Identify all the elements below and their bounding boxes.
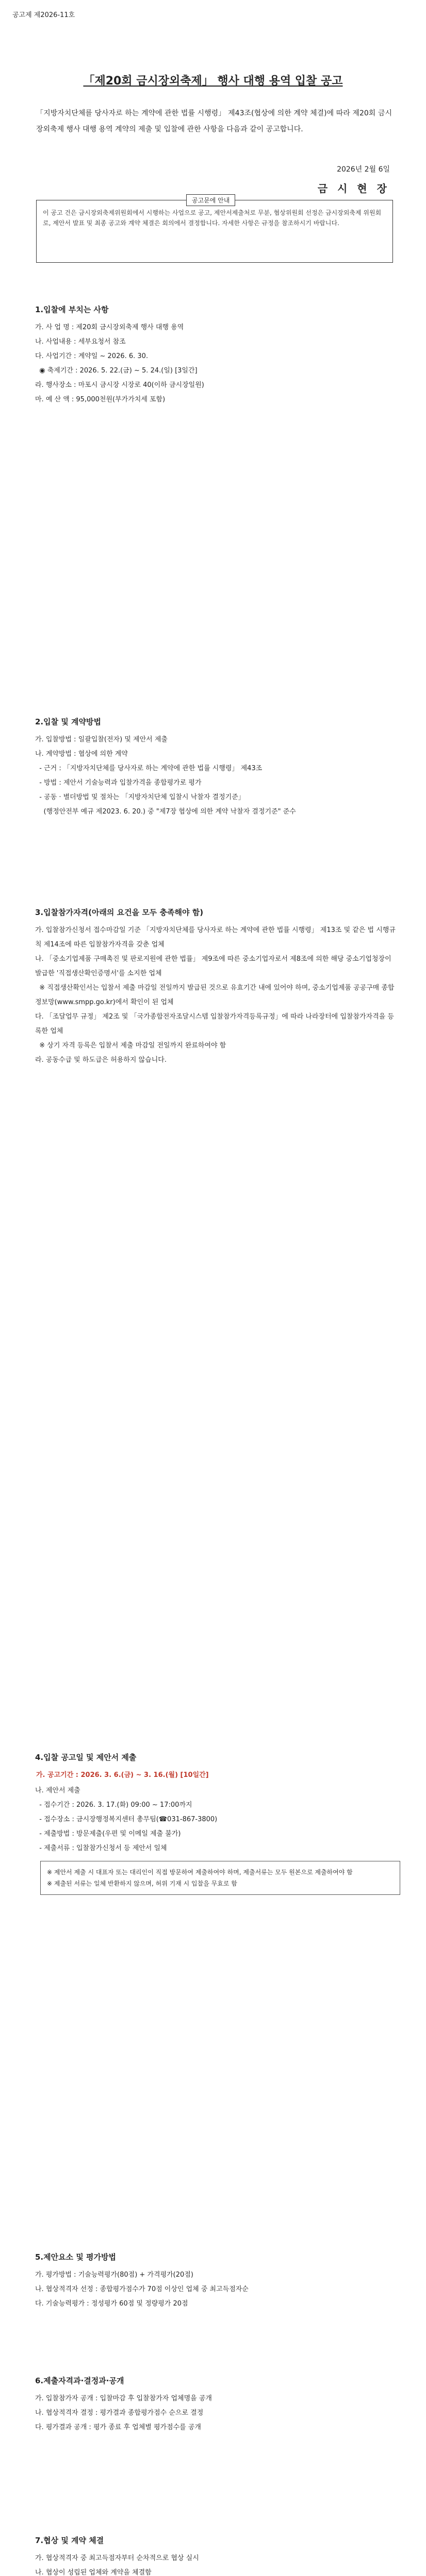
section-4-title: 4.입찰 공고일 및 제안서 제출 [35, 1753, 137, 1762]
section-6-title: 6.제출자격과·결정과·공개 [35, 2376, 124, 2385]
section-4-detail: 나. 제안서 제출 - 접수기간 : 2026. 3. 17.(화) 09:00 ~ 17:00까지 - 접수장소 : 금시장행정복지센터 총무팀(☎031-867-3800) - 제출방법 : 방문제출(우편 및 이메일 제출 불가) - 제출서류 : 입찰참가신청서 등 제안서 일체 [35, 1787, 218, 1852]
org-name: 금 시 현 장 [317, 182, 390, 195]
notice-title: 공고문에 안내 [186, 194, 235, 206]
section-5-title: 5.제안요소 및 평가방법 [35, 2252, 116, 2262]
notice-body: 이 공고 건은 금시장외축제위원회에서 시행하는 사업으로 공고, 제안서제출처로 무분, 협상위원회 선정은 금시장외축제 위원회로, 제안서 발표 및 최종 공고와 계약 체결은 회의에서 결정합니다. 자세한 사항은 규정을 참조하시기 바랍니다. [43, 209, 382, 227]
doc-number: 공고제 제2026-11호 [12, 11, 75, 19]
intro-paragraph: 「지방자치단체를 당사자로 하는 계약에 관한 법률 시행령」 제43조(협상에 의한 계약 체결)에 따라 제20회 금시장외축제 행사 대행 용역 계약의 제출 및 입찰에 관한 사항을 다음과 같이 공고합니다. [36, 109, 392, 133]
section-2-body: 가. 입찰방법 : 일괄입찰(전자) 및 제안서 제출 나. 계약방법 : 협상에 의한 계약 - 근거 : 「지방자치단체를 당사자로 하는 계약에 관한 법률 시행령」 제43조 - 방법 : 제안서 기술능력과 입찰가격을 종합평가로 평가 - 공동 · 별더방법 및 절차는 「지방자치단체 입찰시 낙찰자 결정기준」 (행정안전부 예규 제2023. 6. 20.) 중 "제7장 협상에 의한 계약 낙찰자 결정기준" 준수 [35, 736, 296, 816]
section-3-title: 3.입찰참가자격(아래의 요건을 모두 충족해야 함) [35, 908, 204, 917]
section-3-body: 가. 입찰참가신청서 접수마감일 기준 「지방자치단체를 당사자로 하는 계약에 관한 법률 시행령」 제13조 및 같은 법 시행규칙 제14조에 따른 입찰참가자격을 갖춘 업체 나. 「중소기업제품 구매촉진 및 판로지원에 관한 법률」 제9조에 따른 중소기업자로서 제8조에 의한 해당 중소기업청장이 발급한 '직접생산확인증명서'를 소지한 업체 ※ 직접생산확인서는 입찰서 제출 마감일 전일까지 발급된 것으로 유효기간 내에 있어야 하며, 중소기업제품 공공구매 종합정보망(www.smpp.go.kr)에서 확인이 된 업체 다. 「조달업무 규정」 제2조 및 「국가종합전자조달시스템 입찰참가자격등록규정」에 따라 나라장터에 입찰참가자격을 등록한 업체 ※ 상기 자격 등록은 입찰서 제출 마감일 전일까지 완료하여야 함 라. 공동수급 및 하도급은 허용하지 않습니다. [35, 926, 396, 1064]
section-6-body: 가. 입찰참가자 공개 : 입찰마감 후 입찰참가자 업체명을 공개 나. 협상적격자 결정 : 평가결과 종합평가점수 순으로 결정 다. 평가결과 공개 : 평가 종료 후 업체별 평가점수를 공개 [35, 2395, 212, 2431]
section-1-title: 1.입찰에 부치는 사항 [35, 305, 109, 314]
notice-box [36, 197, 393, 263]
section-7-body: 가. 협상적격자 중 최고득점자부터 순차적으로 협상 실시 나. 협상이 성립된 업체와 계약을 체결함 [35, 2554, 199, 2576]
section-4-period: 가. 공고기간 : 2026. 3. 6.(금) ~ 3. 16.(월) [10일간] [36, 1771, 209, 1779]
section-2-title: 2.입찰 및 계약방법 [35, 717, 102, 726]
section-4-notice-box: ※ 제안서 제출 시 대표자 또는 대리인이 직접 방문하여 제출하여야 하며, 제출서류는 모두 원본으로 제출하여야 함 ※ 제출된 서류는 일체 반환하지 않으며, 허위 기재 시 입찰을 무효로 함 [40, 1861, 400, 1895]
announce-date: 2026년 2월 6일 [337, 165, 390, 174]
section-1-body: 가. 사 업 명 : 제20회 금시장외축제 행사 대행 용역 나. 사업내용 : 세부요청서 참조 다. 사업기간 : 계약일 ~ 2026. 6. 30. ◉ 축제기간 : 2026. 5. 22.(금) ~ 5. 24.(일) [3일간] 라. 행사장소 : 마포시 금시장 시장로 40(이하 금시장일원) 마. 예 산 액 : 95,000천원(부가가치세 포함) [35, 324, 204, 403]
section-5-body: 가. 평가방법 : 기술능력평가(80점) + 가격평가(20점) 나. 협상적격자 선정 : 종합평가점수가 70점 이상인 업체 중 최고득점자순 다. 기술능력평가 : 정성평가 60점 및 정량평가 20점 [35, 2271, 249, 2308]
section-7-title: 7.협상 및 계약 체결 [35, 2536, 104, 2545]
page-title: 「제20회 금시장외축제」 행사 대행 용역 입찰 공고 [83, 75, 343, 88]
